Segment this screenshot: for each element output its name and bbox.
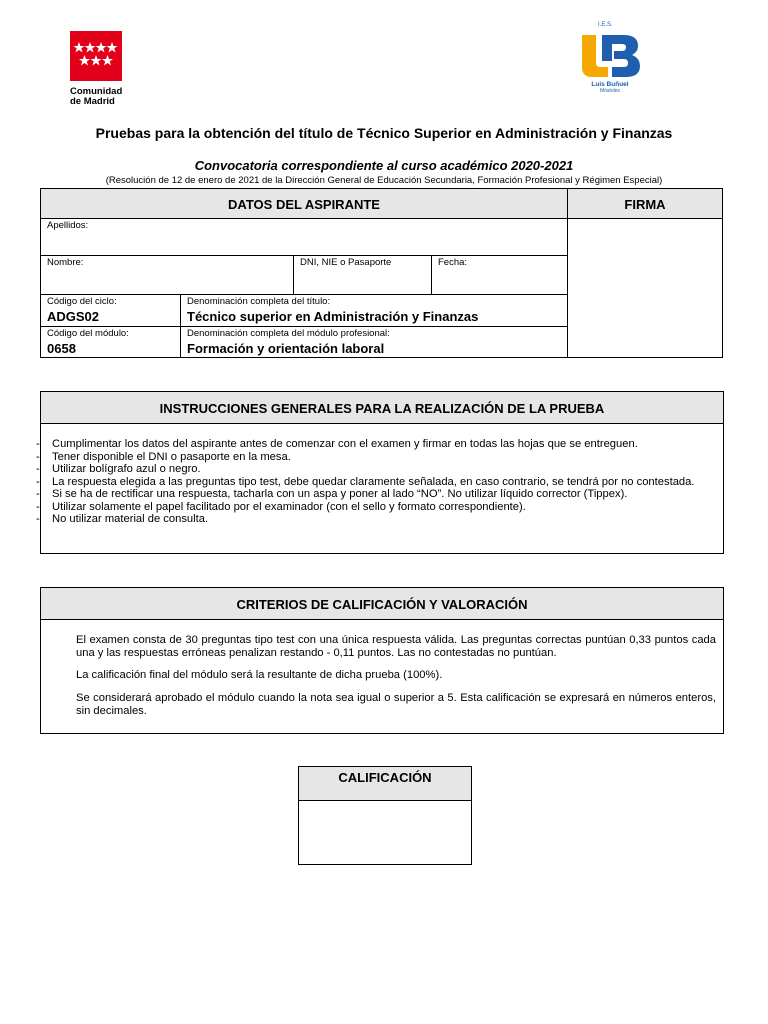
comunidad-madrid-logo — [70, 31, 126, 107]
signature-box[interactable] — [567, 218, 723, 358]
list-item: - Cumplimentar los datos del aspirante antes de comenzar con el examen y firmar en todas las hojas que se entreguen. — [36, 438, 716, 451]
list-item: - No utilizar material de consulta. — [36, 513, 716, 526]
criteria-header: CRITERIOS DE CALIFICACIÓN Y VALORACIÓN — [40, 587, 724, 620]
criteria-paragraph: Se considerará aprobado el módulo cuando la nota sea igual o superior a 5. Esta calificación se expresará en números enteros, sin decimales. — [76, 692, 716, 717]
document-title: Pruebas para la obtención del título de Técnico Superior en Administración y Finanzas — [95, 125, 673, 141]
madrid-logo-text: Comunidad de Madrid — [70, 86, 123, 107]
apellidos-field[interactable]: Apellidos: — [40, 218, 568, 256]
criteria-paragraph: El examen consta de 30 preguntas tipo test con una única respuesta válida. Las preguntas correctas puntúan 0,33 puntos cada una y las respuestas erróneas penalizan restando - 0,11 puntos. Las no contestadas no puntúan. — [76, 634, 716, 659]
dni-field[interactable]: DNI, NIE o Pasaporte — [293, 255, 432, 295]
list-item: - La respuesta elegida a las preguntas tipo test, debe quedar claramente señalada, en caso contrario, se tendrá por no contestada. — [36, 476, 716, 489]
title-name-value: Técnico superior en Administración y Finanzas — [187, 309, 479, 324]
list-item: - Tener disponible el DNI o pasaporte en la mesa. — [36, 451, 716, 464]
convocatoria-subtitle: Convocatoria correspondiente al curso académico 2020-2021 — [194, 158, 574, 173]
instructions-list — [36, 438, 716, 526]
ies-luis-bunuel-logo — [574, 22, 646, 96]
ies-lb-emblem-icon — [578, 31, 642, 81]
list-item: - Utilizar bolígrafo azul o negro. — [36, 463, 716, 476]
applicant-section-header: DATOS DEL ASPIRANTE — [40, 188, 568, 219]
title-name-cell: Denominación completa del título: Técnico superior en Administración y Finanzas — [180, 294, 568, 327]
madrid-flag-icon — [70, 31, 122, 81]
ies-city: Móstoles — [599, 88, 620, 94]
list-item: - Si se ha de rectificar una respuesta, tacharla con un aspa y poner al lado “NO”. No utilizar líquido corrector (Tippex). — [36, 488, 716, 501]
criteria-paragraph: La calificación final del módulo será la resultante de dicha prueba (100%). — [76, 669, 443, 681]
list-item: - Utilizar solamente el papel facilitado por el examinador (con el sello y formato correspondiente). — [36, 501, 716, 514]
ies-label: I.E.S. — [598, 22, 613, 28]
signature-header: FIRMA — [567, 188, 723, 219]
ies-name: Luis Buñuel — [591, 81, 629, 88]
grade-header: CALIFICACIÓN — [298, 766, 472, 801]
nombre-field[interactable]: Nombre: — [40, 255, 294, 295]
module-name-value: Formación y orientación laboral — [187, 341, 385, 356]
module-code-cell: Código del módulo: 0658 — [40, 326, 181, 358]
resolution-note: (Resolución de 12 de enero de 2021 de la Dirección General de Educación Secundaria, Formación Profesional y Régimen Especial) — [105, 175, 663, 186]
module-name-cell: Denominación completa del módulo profesional: Formación y orientación laboral — [180, 326, 568, 358]
cycle-code-value: ADGS02 — [47, 309, 100, 324]
instructions-header: INSTRUCCIONES GENERALES PARA LA REALIZACIÓN DE LA PRUEBA — [40, 391, 724, 424]
fecha-field[interactable]: Fecha: — [431, 255, 568, 295]
module-code-value: 0658 — [47, 341, 76, 356]
grade-box[interactable] — [298, 800, 472, 865]
cycle-code-cell: Código del ciclo: ADGS02 — [40, 294, 181, 327]
